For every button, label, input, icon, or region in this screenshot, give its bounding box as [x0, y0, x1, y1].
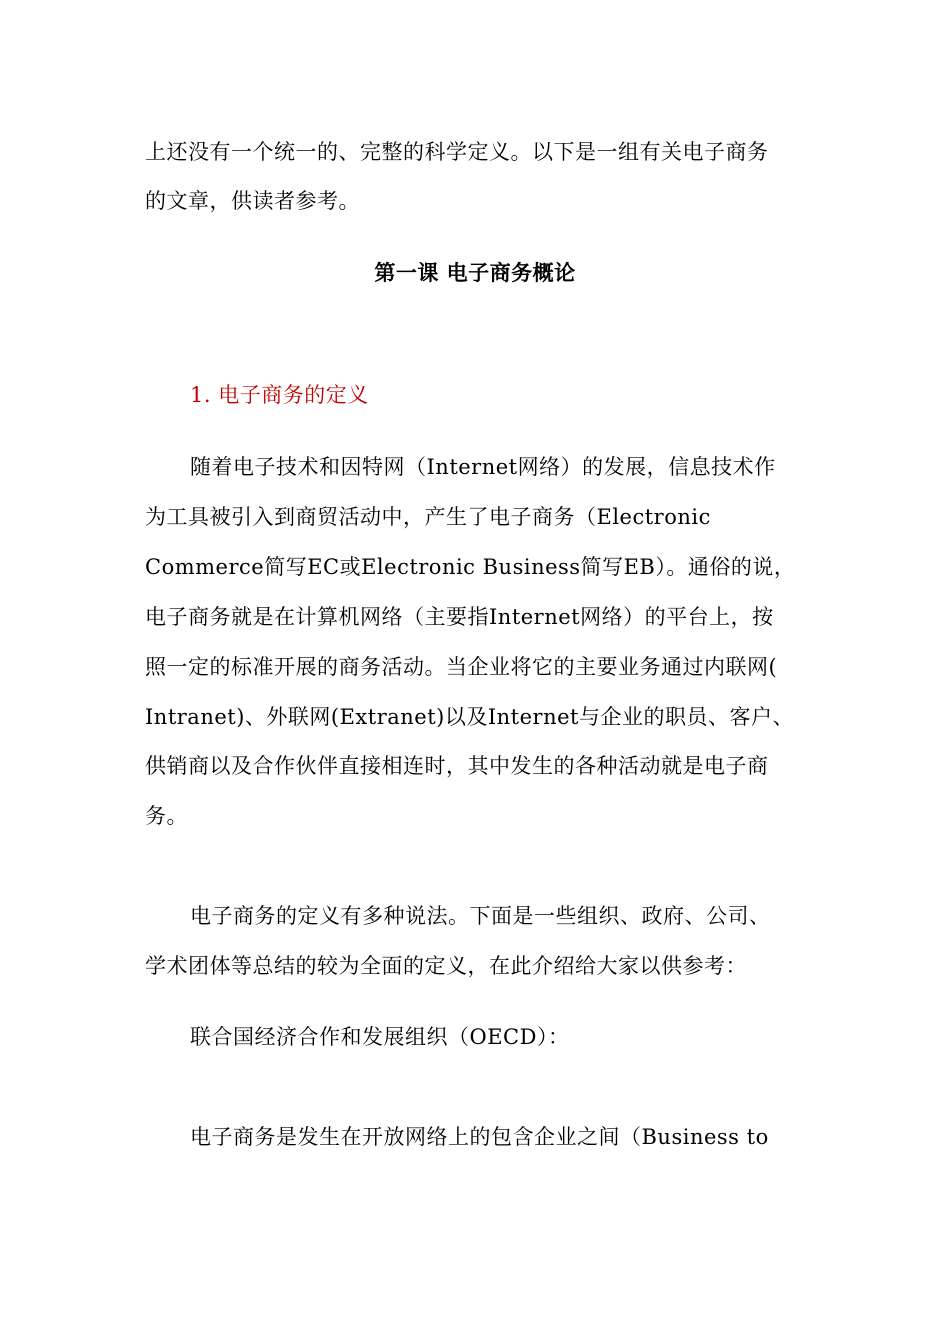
para1-line-3: Commerce简写EC或Electronic Business简写EB）。通俗的说， — [145, 555, 796, 579]
para1-line-6: Intranet)、外联网(Extranet)以及Internet与企业的职员、客户、 — [145, 705, 794, 729]
intro-line-2: 的文章，供读者参考。 — [145, 189, 360, 213]
lesson-title: 第一课 电子商务概论 — [374, 261, 576, 285]
section-heading: 1. 电子商务的定义 — [190, 383, 369, 407]
para3-line-1: 电子商务是发生在开放网络上的包含企业之间（Business to — [190, 1125, 769, 1149]
para1-line-1: 随着电子技术和因特网（Internet网络）的发展，信息技术作 — [190, 455, 776, 479]
para1-line-7: 供销商以及合作伙伴直接相连时，其中发生的各种活动就是电子商 — [145, 754, 769, 778]
para2-line-2: 学术团体等总结的较为全面的定义，在此介绍给大家以供参考： — [145, 954, 747, 978]
para1-line-8: 务。 — [145, 804, 188, 828]
intro-line-1: 上还没有一个统一的、完整的科学定义。以下是一组有关电子商务 — [145, 140, 769, 164]
para2-line-1: 电子商务的定义有多种说法。下面是一些组织、政府、公司、 — [190, 904, 771, 928]
para1-line-5: 照一定的标准开展的商务活动。当企业将它的主要业务通过内联网( — [145, 655, 778, 679]
oecd-label: 联合国经济合作和发展组织（OECD）： — [190, 1025, 570, 1049]
para1-line-4: 电子商务就是在计算机网络（主要指Internet网络）的平台上，按 — [145, 605, 774, 629]
para1-line-2: 为工具被引入到商贸活动中，产生了电子商务（Electronic — [145, 505, 711, 529]
